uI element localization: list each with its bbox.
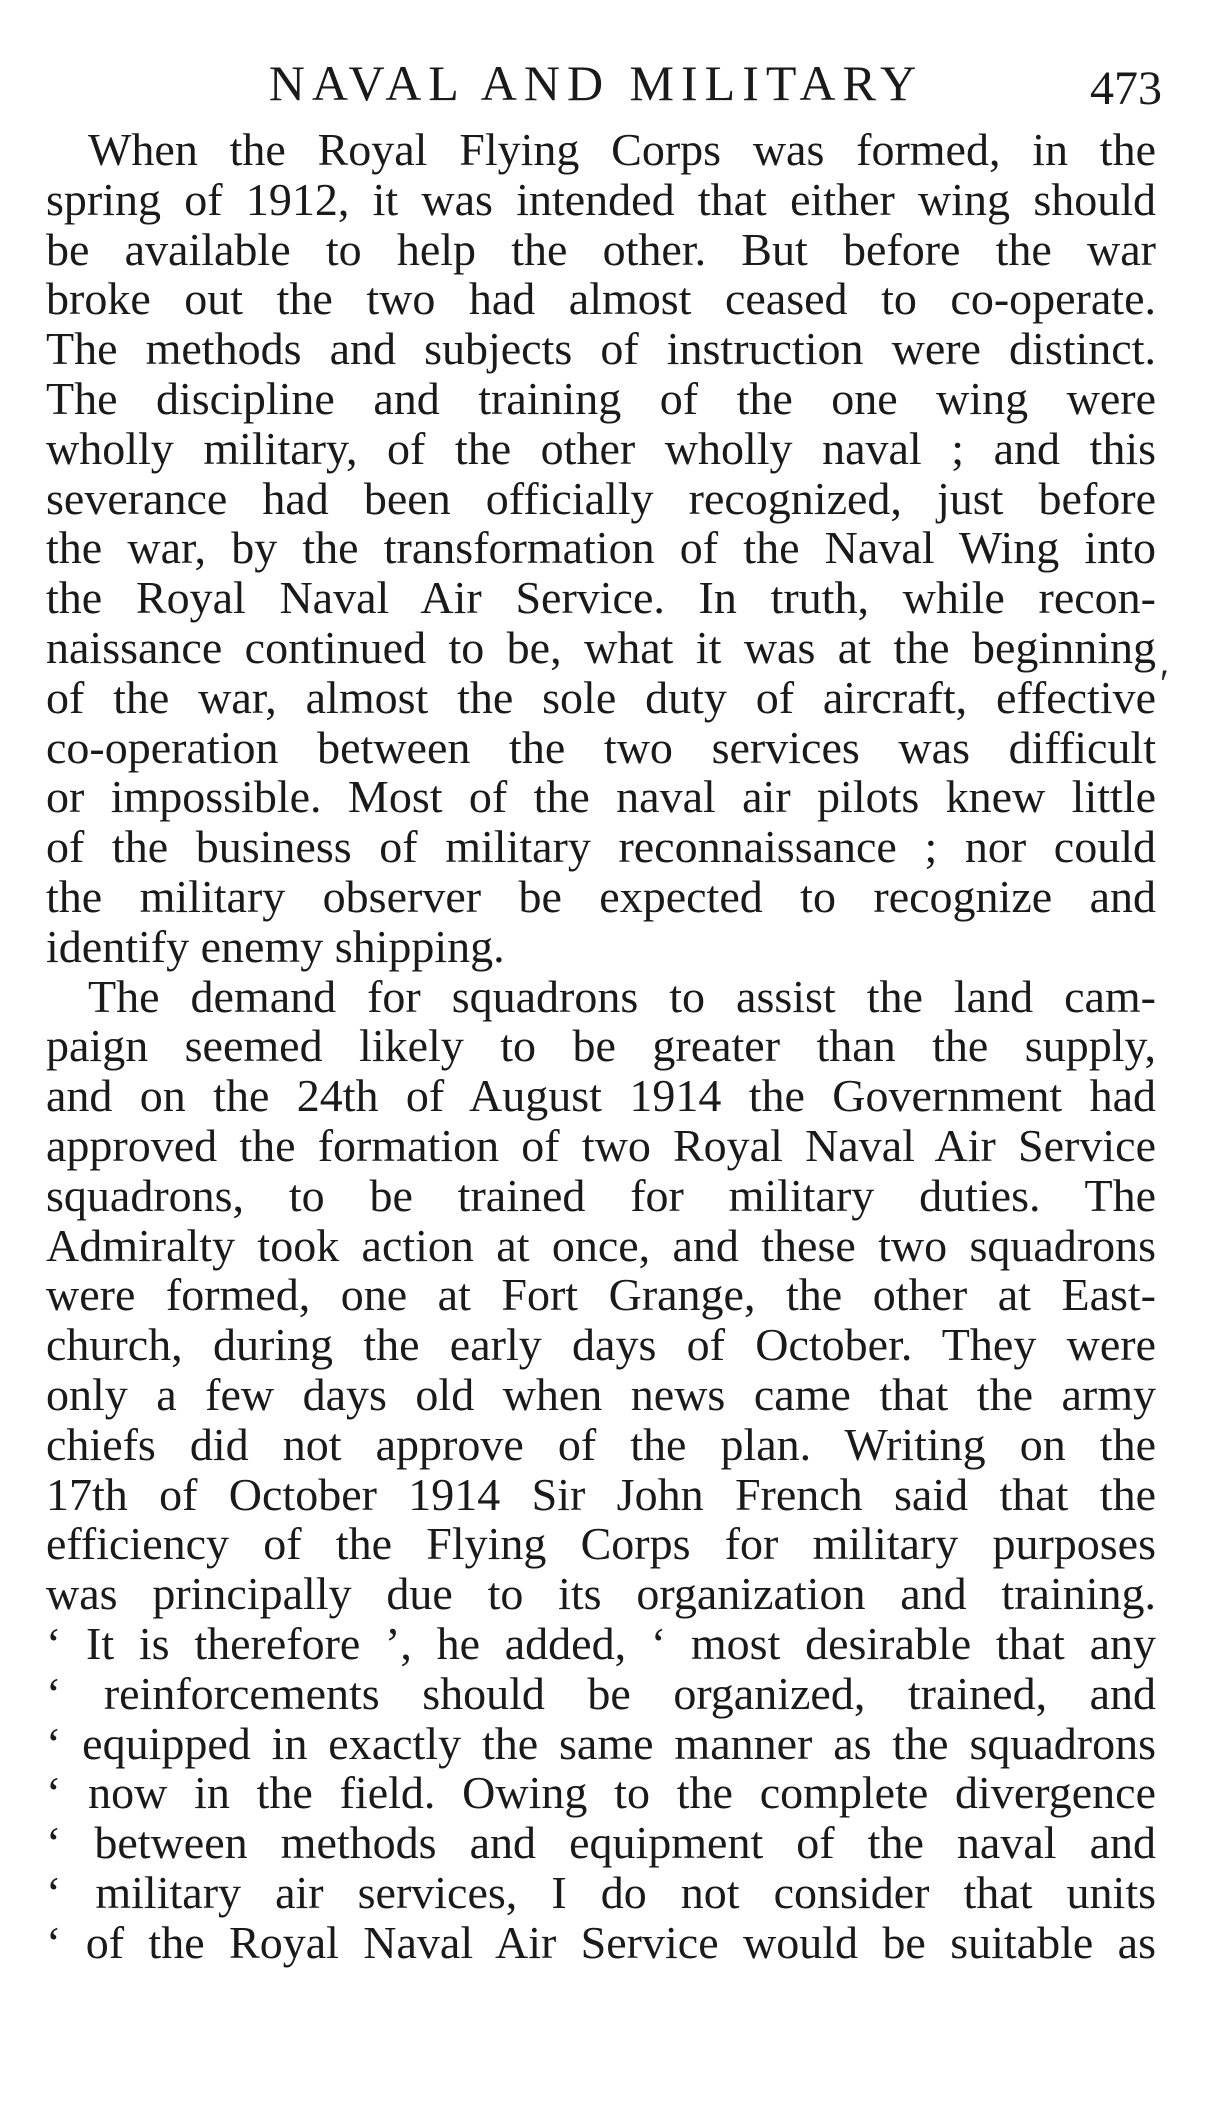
- body-text: [46, 125, 1156, 1967]
- text-line: The methods and subjects of instruction were distinct.: [46, 323, 1156, 375]
- margin-speck: ʹ: [1160, 661, 1169, 706]
- text-line: efficiency of the Flying Corps for military purposes: [46, 1518, 1156, 1570]
- text-line: When the Royal Flying Corps was formed, in the: [88, 124, 1156, 175]
- text-line: paign seemed likely to be greater than the supply,: [46, 1020, 1156, 1072]
- text-line: 17th of October 1914 Sir John French said that the: [46, 1468, 1156, 1520]
- page-number: 473: [1090, 62, 1162, 115]
- text-line: co-operation between the two services was difficult: [46, 721, 1156, 773]
- text-line: ‘ It is therefore ’, he added, ‘ most desirable that any: [46, 1617, 1156, 1669]
- text-line: ‘ military air services, I do not consider that units: [46, 1866, 1156, 1918]
- text-line: the Royal Naval Air Service. In truth, while recon-: [46, 572, 1156, 624]
- text-line: spring of 1912, it was intended that either wing should: [46, 173, 1156, 225]
- text-line: wholly military, of the other wholly naval ; and this: [46, 422, 1156, 474]
- text-line: church, during the early days of October. They were: [46, 1319, 1156, 1371]
- text-line: the war, by the transformation of the Naval Wing into: [46, 522, 1156, 574]
- text-line: of the business of military reconnaissance ; nor could: [46, 821, 1156, 873]
- text-line: or impossible. Most of the naval air pilots knew little: [46, 771, 1156, 823]
- text-line: ‘ equipped in exactly the same manner as the squadrons: [46, 1717, 1156, 1769]
- text-line: ‘ between methods and equipment of the naval and: [46, 1817, 1156, 1869]
- running-title: NAVAL AND MILITARY: [268, 55, 924, 111]
- text-line: of the war, almost the sole duty of aircraft, effective: [46, 671, 1156, 723]
- text-line: the military observer be expected to recognize and: [46, 870, 1156, 922]
- text-line: identify enemy shipping.: [46, 920, 505, 972]
- text-line: ‘ of the Royal Naval Air Service would be suitable as: [46, 1916, 1156, 1968]
- text-line: be available to help the other. But before the war: [46, 223, 1156, 275]
- text-line: severance had been officially recognized, just before: [46, 472, 1156, 524]
- text-line: ‘ reinforcements should be organized, trained, and: [46, 1667, 1156, 1719]
- text-line: ‘ now in the field. Owing to the complete divergence: [46, 1767, 1156, 1819]
- text-line: approved the formation of two Royal Naval Air Service: [46, 1119, 1156, 1171]
- text-line: only a few days old when news came that the army: [46, 1368, 1156, 1420]
- text-line: broke out the two had almost ceased to co-operate.: [46, 273, 1156, 325]
- text-line: squadrons, to be trained for military duties. The: [46, 1169, 1156, 1221]
- text-line: chiefs did not approve of the plan. Writing on the: [46, 1418, 1156, 1470]
- text-line: was principally due to its organization and training.: [46, 1568, 1156, 1620]
- text-line: Admiralty took action at once, and these two squadrons: [46, 1219, 1156, 1271]
- text-line: were formed, one at Fort Grange, the other at East-: [46, 1269, 1156, 1321]
- text-line: and on the 24th of August 1914 the Government had: [46, 1070, 1156, 1122]
- text-line: The discipline and training of the one wing were: [46, 372, 1156, 424]
- text-line: The demand for squadrons to assist the land cam-: [88, 970, 1156, 1022]
- text-line: naissance continued to be, what it was at the beginning: [46, 621, 1156, 673]
- running-head: [46, 48, 1168, 118]
